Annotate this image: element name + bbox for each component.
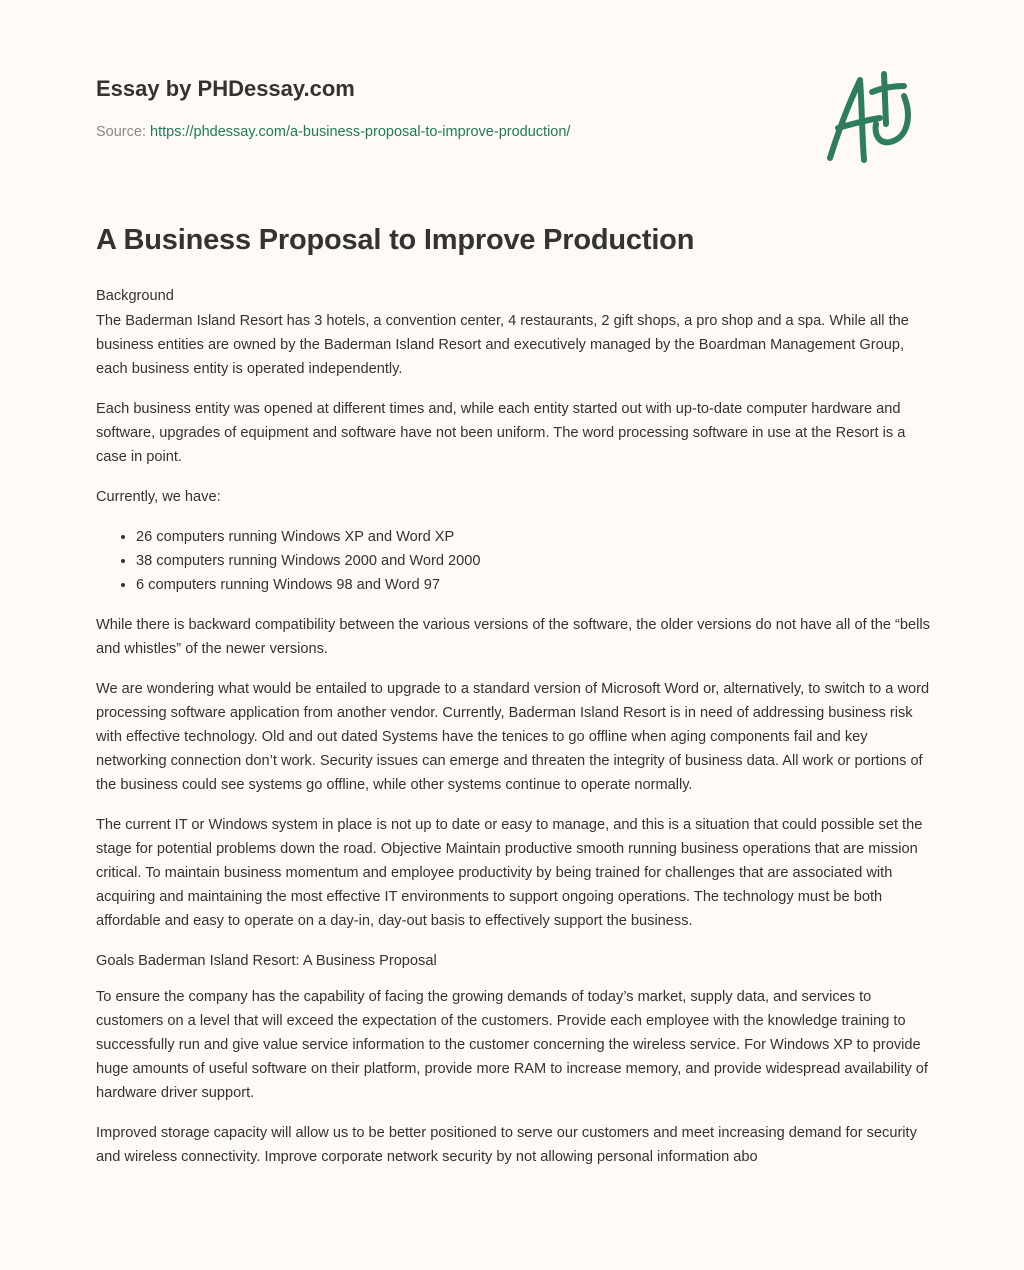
source-label: Source: [96,124,146,140]
list-item: • 6 computers running Windows 98 and Word 97 [136,573,932,597]
paragraph: Each business entity was opened at different times and, while each entity started out with up-to-date computer hardware and software, upgrades of equipment and software have not been uniform. The word processing software in use at the Resort is a case in point. [96,401,906,465]
source-line [96,124,570,140]
section-heading: Goals Baderman Island Resort: A Business Proposal [96,953,437,969]
paragraph: Currently, we have: [96,489,221,505]
paragraph: To ensure the company has the capability of facing the growing demands of today’s market, supply data, and services to customers on a level that will exceed the expectation of the customers. Provide each employee with the knowledge training to successfully run and give value service information to the customer concerning the wireless service. For Windows XP to provide huge amounts of useful software on their platform, provide more RAM to increase memory, and provide widespread availability of hardware driver support. [96,989,928,1101]
site-brand: Essay by PHDessay.com [96,76,355,101]
list-item: • 38 computers running Windows 2000 and Word 2000 [136,549,932,573]
source-link[interactable]: https://phdessay.com/a-business-proposal-to-improve-production/ [150,124,571,140]
paragraph: We are wondering what would be entailed to upgrade to a standard version of Microsoft Word or, alternatively, to switch to a word processing software application from another vendor. Currently, Baderman Island Resort is in need of addressing business risk with effective technology. Old and out dated Systems have the tenices to go offline when aging components fail and key networking connection don’t work. Security issues can emerge and threaten the integrity of business data. All work or portions of the business could see systems go offline, while other systems continue to operate normally. [96,681,930,793]
essay-title: A Business Proposal to Improve Production [96,224,695,256]
a-plus-logo-icon [820,66,930,166]
paragraph: Improved storage capacity will allow us to be better positioned to serve our customers and meet increasing demand for security and wireless connectivity. Improve corporate network security by not allowing personal information abo [96,1125,917,1165]
paragraph: The Baderman Island Resort has 3 hotels, a convention center, 4 restaurants, 2 gift shops, a pro shop and a spa. While all the business entities are owned by the Baderman Island Resort and executively managed by the Boardman Management Group, each business entity is operated independently. [96,313,909,377]
essay-body [96,284,932,1185]
section-heading: Background [96,288,174,304]
paragraph: While there is backward compatibility between the various versions of the software, the older versions do not have all of the “bells and whistles” of the newer versions. [96,617,930,657]
computer-list [96,525,932,597]
paragraph: The current IT or Windows system in place is not up to date or easy to manage, and this is a situation that could possible set the stage for potential problems down the road. Objective Maintain productive smooth running business operations that are mission critical. To maintain business momentum and employee productivity by being trained for challenges that are associated with acquiring and maintaining the most effective IT environments to support ongoing operations. The technology must be both affordable and easy to operate on a day-in, day-out basis to effectively support the business. [96,817,923,929]
list-item: • 26 computers running Windows XP and Word XP [136,525,932,549]
